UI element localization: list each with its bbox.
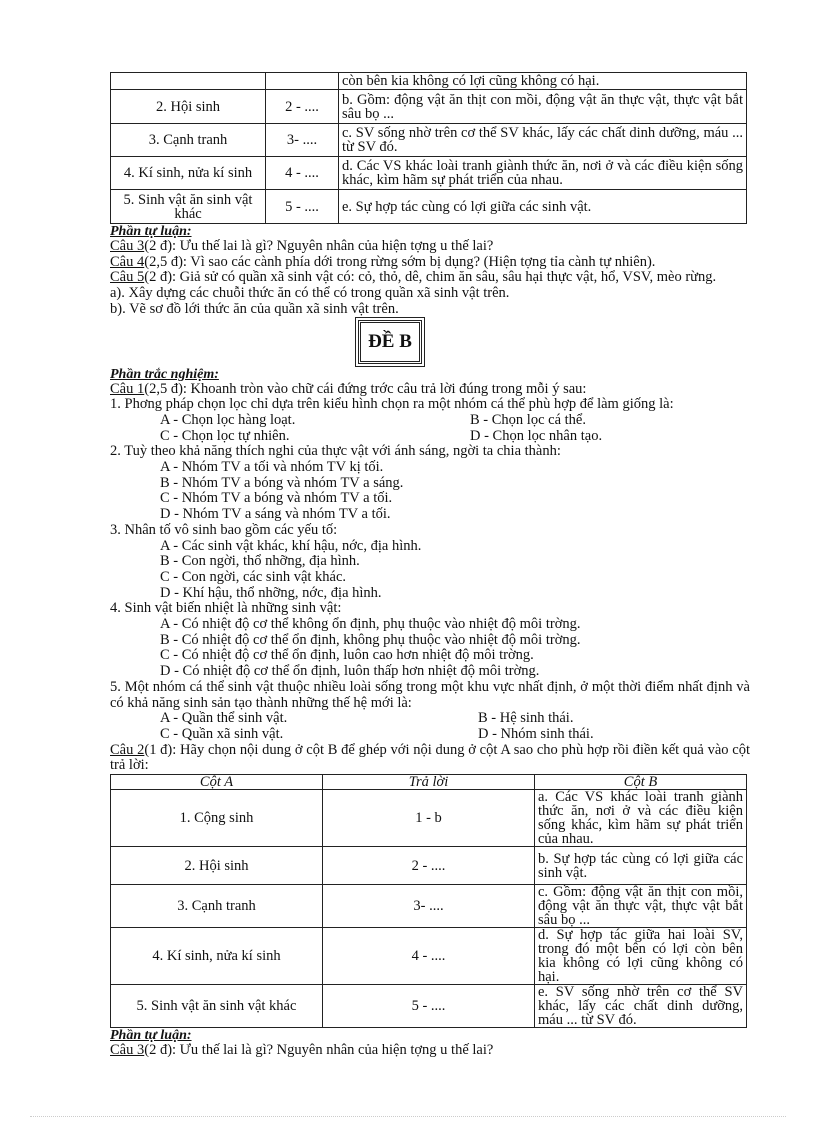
question-label: Câu 1: [110, 380, 145, 397]
question-label: Câu 5: [110, 269, 145, 286]
mcq-option: B - Con ngời, thổ nhỡng, địa hình.: [160, 553, 360, 570]
table-row: [111, 985, 747, 1028]
col-a-cell: 3. Cạnh tranh: [111, 124, 266, 157]
mcq-option: B - Chọn lọc cá thể.: [470, 411, 586, 428]
col-b-cell: b. Gồm: động vật ăn thịt con mồi, động vật ăn thực vật, thực vật bắt sâu bọ ...: [339, 90, 747, 124]
mcq-item-stem: 5. Một nhóm cá thể sinh vật thuộc nhiều loài sống trong một khu vực nhất định, ở một thời điểm nhất định và có khả năng sinh sản tạo thành những thế hệ mới là:: [110, 678, 750, 711]
col-b-cell: e. SV sống nhờ trên cơ thể SV khác, lấy các chất dinh dưỡng, máu ... từ SV đó.: [535, 985, 747, 1028]
top-matching-table: [110, 72, 747, 224]
answer-cell: 4 - ....: [266, 157, 339, 190]
column-header: Cột A: [111, 775, 323, 790]
col-b-cell: còn bên kia không có lợi cũng không có hại.: [339, 73, 747, 90]
question-label: Câu 2: [110, 741, 145, 758]
answer-cell: 5 - ....: [323, 985, 535, 1028]
mcq-options-row: [110, 429, 750, 445]
col-a-cell: 2. Hội sinh: [111, 90, 266, 124]
mcq-option: B - Hệ sinh thái.: [478, 710, 574, 727]
mcq-option: C - Nhóm TV a bóng và nhóm TV a tối.: [160, 490, 393, 507]
question-3: [110, 239, 750, 255]
mcq-option: A - Nhóm TV a tối và nhóm TV kị tối.: [160, 459, 384, 476]
mcq-option: D - Nhóm sinh thái.: [478, 725, 594, 742]
mcq-item-stem: 1. Phơng pháp chọn lọc chỉ dựa trên kiểu hình chọn ra một nhóm cá thể phù hợp để làm giống là:: [110, 396, 674, 413]
col-b-cell: b. Sự hợp tác cùng có lợi giữa các sinh vật.: [535, 847, 747, 885]
table-row: [111, 157, 747, 190]
question-1: [110, 382, 750, 398]
col-a-cell: 5. Sinh vật ăn sinh vật khác: [111, 985, 323, 1028]
col-a-cell: 4. Kí sinh, nửa kí sinh: [111, 157, 266, 190]
col-b-cell: a. Các VS khác loài tranh giành thức ăn, nơi ở và các điều kiện sống khác, kìm hãm sự phát triển của nhau.: [535, 790, 747, 847]
mcq-option: A - Các sinh vật khác, khí hậu, nớc, địa hình.: [160, 537, 422, 554]
column-header: Trả lời: [323, 775, 535, 790]
mcq-options-row: [110, 413, 750, 429]
question-label: Câu 4: [110, 253, 145, 270]
mcq-option: B - Nhóm TV a bóng và nhóm TV a sáng.: [160, 474, 404, 491]
question-2: [110, 743, 750, 774]
question-text: (2,5 đ): Khoanh tròn vào chữ cái đứng trớc câu trả lời đúng trong mỗi ý sau:: [144, 380, 587, 397]
question-5-part-b: b). Vẽ sơ đồ lới thức ăn của quần xã sinh vật trên.: [110, 300, 399, 317]
answer-cell: 2 - ....: [323, 847, 535, 885]
mcq-option: D - Chọn lọc nhân tạo.: [470, 427, 603, 444]
mcq-option: D - Có nhiệt độ cơ thể ổn định, luôn thấp hơn nhiệt độ môi trờng.: [160, 663, 540, 680]
answer-cell: 3- ....: [266, 124, 339, 157]
mcq-option: C - Chọn lọc tự nhiên.: [160, 427, 290, 444]
answer-cell: 2 - ....: [266, 90, 339, 124]
col-b-cell: c. Gồm: động vật ăn thịt con mồi, động vật ăn thực vật, thực vật bắt sâu bọ ...: [535, 885, 747, 928]
answer-cell: 4 - ....: [323, 928, 535, 985]
col-a-cell: 4. Kí sinh, nửa kí sinh: [111, 928, 323, 985]
table-row: [111, 885, 747, 928]
col-a-cell: 5. Sinh vật ăn sinh vật khác: [111, 190, 266, 224]
col-b-cell: e. Sự hợp tác cùng có lợi giữa các sinh vật.: [339, 190, 747, 224]
mcq-option: A - Có nhiệt độ cơ thể không ổn định, phụ thuộc vào nhiệt độ môi trờng.: [160, 616, 581, 633]
table-row: [111, 847, 747, 885]
question-text: (1 đ): Hãy chọn nội dung ở cột B để ghép với nội dung ở cột A sao cho phù hợp rồi điền kết quả vào cột trả lời:: [110, 741, 751, 774]
essay-heading: Phần tự luận:: [110, 1028, 192, 1044]
question-label: Câu 3: [110, 238, 145, 254]
answer-cell: 5 - ....: [266, 190, 339, 224]
table-row: [111, 73, 747, 90]
answer-cell: [266, 73, 339, 90]
essay-heading: Phần tự luận:: [110, 224, 192, 239]
question-text: (2 đ): Ưu thế lai là gì? Nguyên nhân của hiện tợng u thế lai?: [144, 1042, 494, 1059]
question-text: (2 đ): Giả sử có quần xã sinh vật có: cỏ, thỏ, dê, chim ăn sâu, sâu hại thực vật, hổ, VSV, mèo rừng.: [144, 269, 717, 286]
col-b-cell: d. Sự hợp tác giữa hai loài SV, trong đó một bên có lợi còn bên kia không có lợi cũng không có hại.: [535, 928, 747, 985]
mcq-option: D - Khí hậu, thổ nhỡng, nớc, địa hình.: [160, 584, 382, 601]
mcq-heading: Phần trắc nghiệm:: [110, 366, 219, 382]
bottom-matching-table: [110, 774, 747, 1028]
document-page: [110, 72, 750, 1059]
mcq-option: C - Quần xã sinh vật.: [160, 725, 284, 742]
mcq-item-stem: 4. Sinh vật biến nhiệt là những sinh vật:: [110, 600, 342, 617]
exam-version-title: ĐỀ B: [358, 320, 422, 364]
col-a-cell: [111, 73, 266, 90]
mcq-options-row: [110, 727, 750, 743]
mcq-option: A - Quần thể sinh vật.: [160, 710, 288, 727]
mcq-option: C - Con ngời, các sinh vật khác.: [160, 568, 347, 585]
question-label: Câu 3: [110, 1042, 145, 1059]
mcq-option: B - Có nhiệt độ cơ thể ổn định, không phụ thuộc vào nhiệt độ môi trờng.: [160, 631, 581, 648]
mcq-option: A - Chọn lọc hàng loạt.: [160, 411, 296, 428]
question-4: [110, 255, 750, 271]
mcq-option: D - Nhóm TV a sáng và nhóm TV a tối.: [160, 506, 391, 523]
table-row: [111, 90, 747, 124]
question-5-part-a: a). Xây dựng các chuỗi thức ăn có thể có trong quần xã sinh vật trên.: [110, 285, 510, 302]
question-3: [110, 1043, 750, 1059]
page-bottom-border: [30, 1116, 786, 1117]
table-row: [111, 190, 747, 224]
column-header: Cột B: [535, 775, 747, 790]
mcq-item-stem: 3. Nhân tố vô sinh bao gồm các yếu tố:: [110, 521, 338, 538]
answer-cell: 1 - b: [323, 790, 535, 847]
col-a-cell: 1. Cộng sinh: [111, 790, 323, 847]
table-row: [111, 124, 747, 157]
answer-cell: 3- ....: [323, 885, 535, 928]
mcq-options-row: [110, 711, 750, 727]
mcq-item-stem: 2. Tuỳ theo khả năng thích nghi của thực vật với ánh sáng, ngời ta chia thành:: [110, 443, 561, 460]
table-row: [111, 928, 747, 985]
mcq-option: C - Có nhiệt độ cơ thể ổn định, luôn cao hơn nhiệt độ môi trờng.: [160, 647, 534, 664]
question-text: (2 đ): Ưu thế lai là gì? Nguyên nhân của hiện tợng u thế lai?: [144, 238, 494, 254]
col-a-cell: 2. Hội sinh: [111, 847, 323, 885]
table-header-row: [111, 775, 747, 790]
question-5: [110, 270, 750, 286]
col-a-cell: 3. Cạnh tranh: [111, 885, 323, 928]
question-text: (2,5 đ): Vì sao các cành phía dới trong rừng sớm bị dụng? (Hiện tợng tỉa cành tự nhiên).: [144, 253, 656, 270]
table-row: [111, 790, 747, 847]
col-b-cell: d. Các VS khác loài tranh giành thức ăn, nơi ở và các điều kiện sống khác, kìm hãm sự phát triển của nhau.: [339, 157, 747, 190]
col-b-cell: c. SV sống nhờ trên cơ thể SV khác, lấy các chất dinh dưỡng, máu ... từ SV đó.: [339, 124, 747, 157]
